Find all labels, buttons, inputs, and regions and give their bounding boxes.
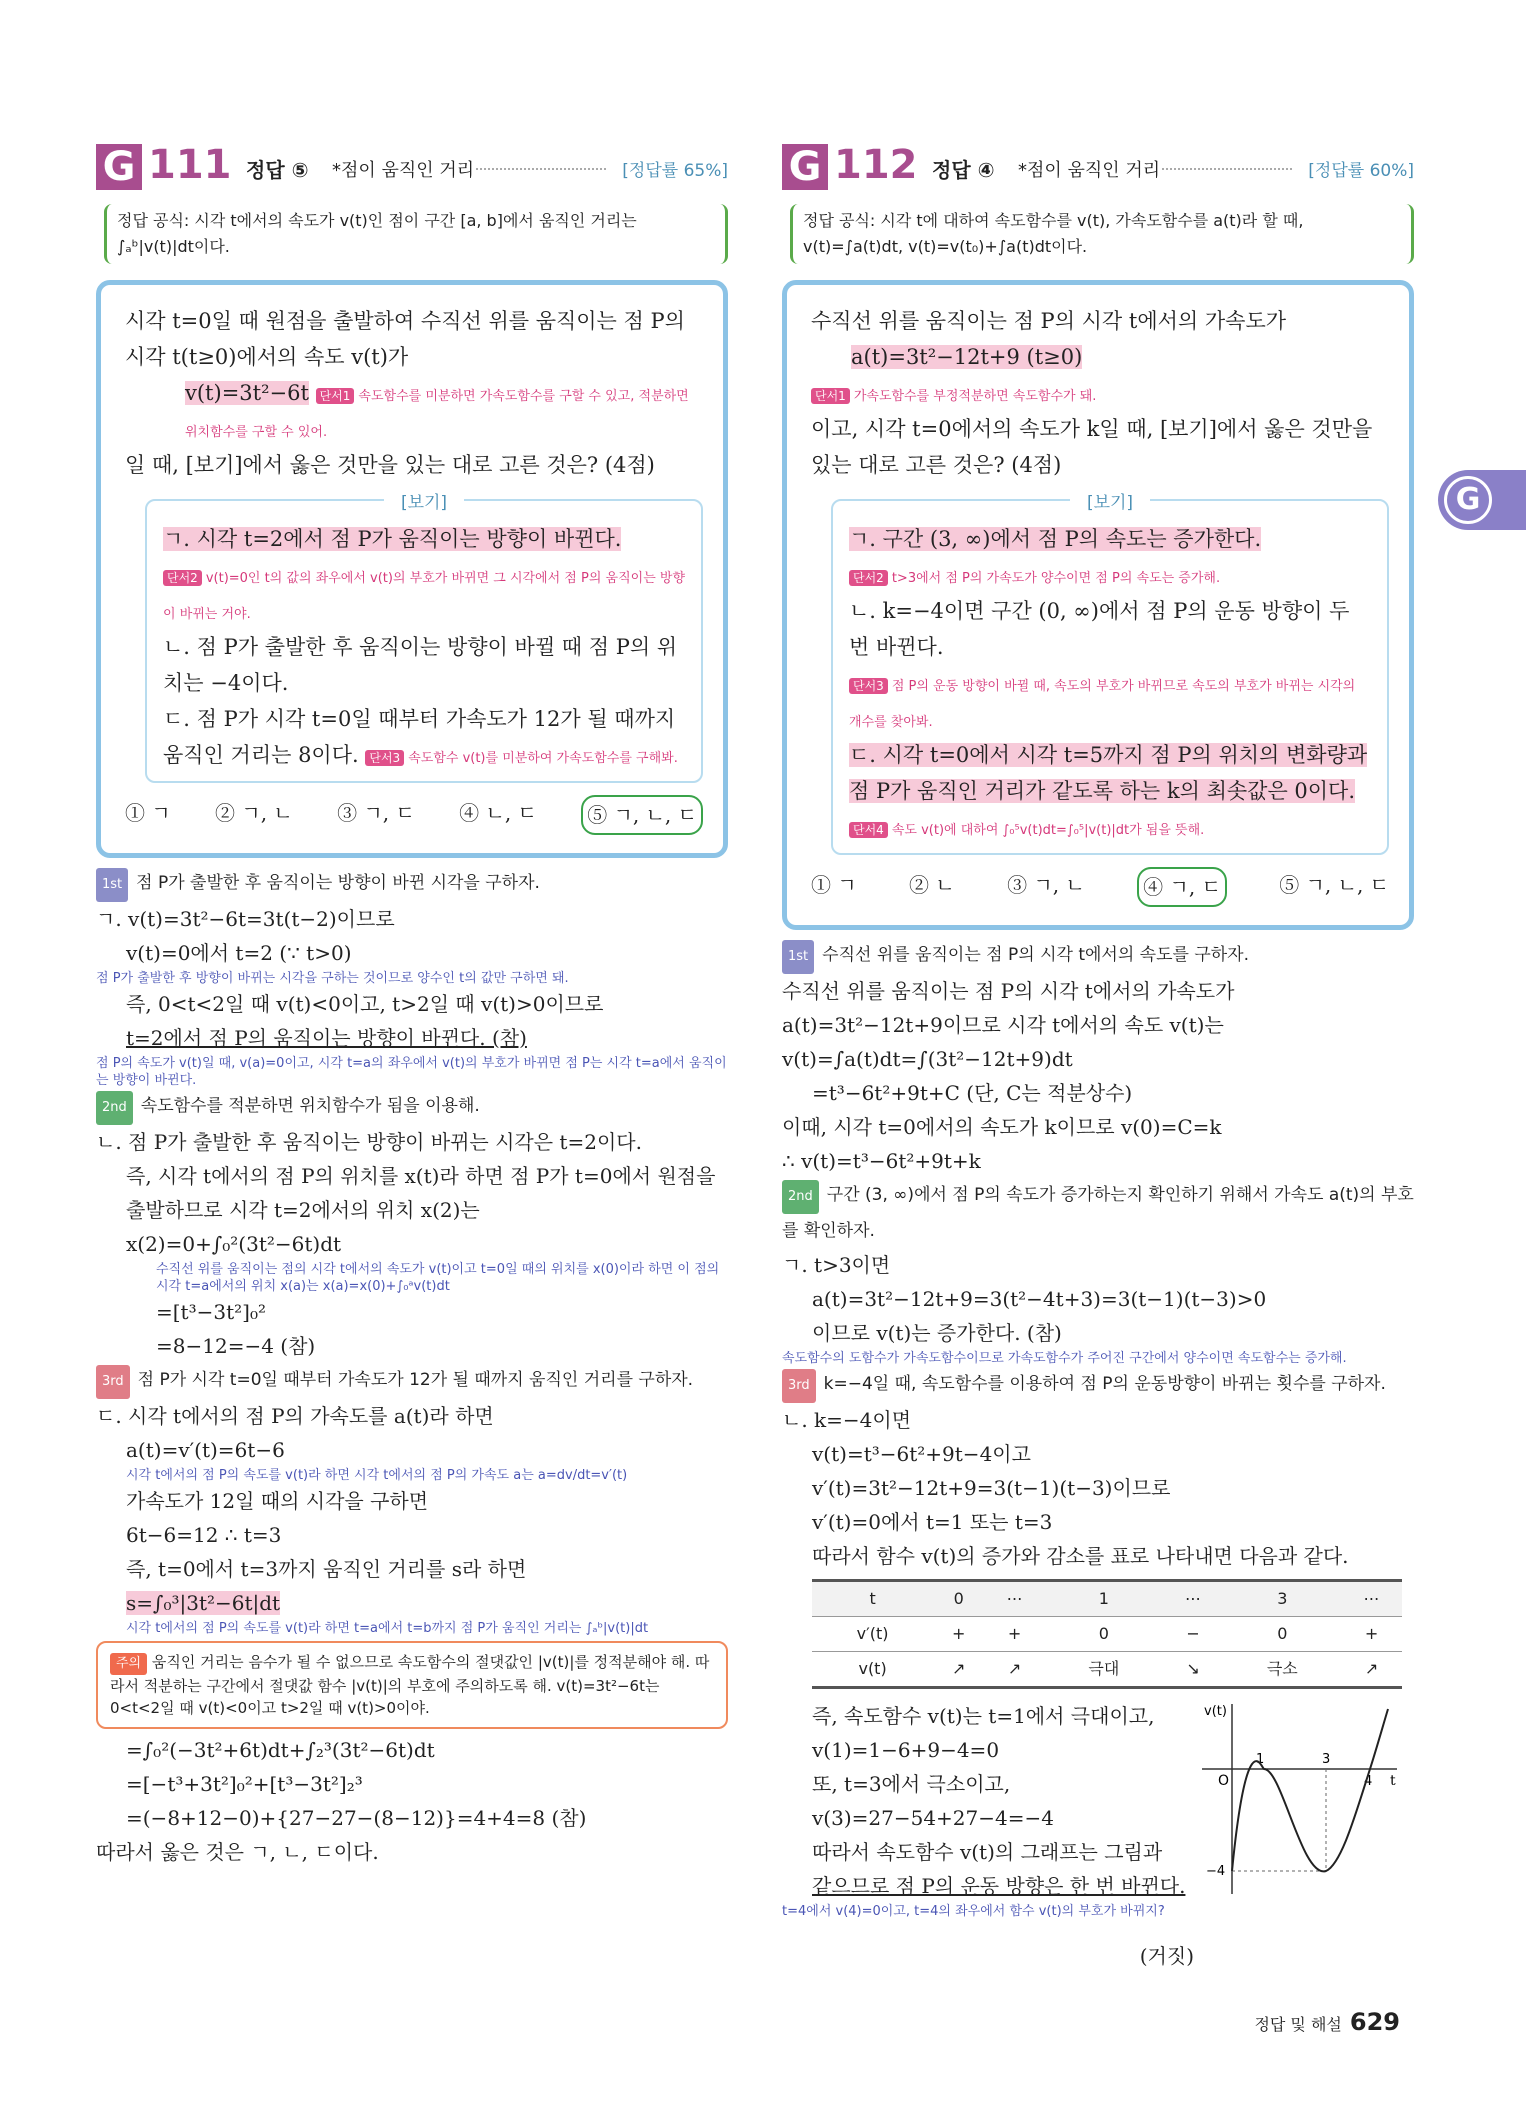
solution-line: a(t)=v′(t)=6t−6 [126, 1438, 285, 1462]
boge-item: ㄱ. 구간 (3, ∞)에서 점 P의 속도는 증가한다. [849, 527, 1262, 551]
clue-hint: 점 P의 운동 방향이 바뀔 때, 속도의 부호가 바뀌므로 속도의 부호가 바뀌는 시각의 개수를 찾아봐. [849, 679, 1356, 730]
velocity-equation: v(t)=3t²−6t [185, 381, 309, 405]
boge-title: [보기] [1070, 485, 1150, 521]
accuracy-rate: [정답률 60%] [1308, 161, 1414, 181]
step-2-tag: 2nd [782, 1180, 819, 1214]
solution-note: 점 P가 출발한 후 방향이 바뀌는 시각을 구하는 것이므로 양수인 t의 값만 구하면 돼. [96, 971, 569, 986]
question-text: 이고, 시각 t=0에서의 속도가 k일 때, [보기]에서 옳은 것만을 있는 대로 고른 것은? (4점) [811, 417, 1373, 477]
solution-line: ㄱ. v(t)=3t²−6t=3t(t−2)이므로 [96, 907, 395, 931]
step-1-text: 수직선 위를 움직이는 점 P의 시각 t에서의 속도를 구하자. [822, 945, 1249, 965]
table-cell: 0 [1045, 1617, 1163, 1652]
solution-line: 즉, 시각 t에서의 점 P의 위치를 x(t)라 하면 점 P가 t=0에서 원점을 출발하므로 시각 t=2에서의 위치 x(2)는 [126, 1164, 716, 1222]
solution-line: ∴ v(t)=t³−6t²+9t+k [782, 1149, 981, 1173]
step-1-tag: 1st [782, 940, 814, 974]
solution-line: 따라서 속도함수 v(t)의 그래프는 그림과 [812, 1840, 1163, 1864]
option-4-correct[interactable]: ④ ㄱ, ㄷ [1137, 867, 1227, 907]
graph-x-tick: 3 [1322, 1752, 1331, 1767]
problem-111 [96, 138, 728, 1869]
step-3-tag: 3rd [782, 1369, 816, 1403]
answer-formula: 정답 공식: 시각 t에 대하여 속도함수를 v(t), 가속도함수를 a(t)라 할 때, v(t)=∫a(t)dt, v(t)=v(t₀)+∫a(t)dt이다. [790, 204, 1414, 264]
solution-line: ㄱ. t>3이면 [782, 1253, 891, 1277]
solution-line: v′(t)=3t²−12t+9=3(t−1)(t−3)이므로 [812, 1476, 1171, 1500]
table-cell: 극대 [1045, 1652, 1163, 1688]
answer-label: 정답 ④ [932, 158, 995, 182]
clue-hint: v(t)=0인 t의 값의 좌우에서 v(t)의 부호가 바뀌면 그 시각에서 점 P의 움직이는 방향이 바뀌는 거야. [163, 571, 686, 622]
solution-line: 6t−6=12 ∴ t=3 [126, 1523, 282, 1547]
chapter-side-tab[interactable] [1438, 470, 1526, 530]
table-cell: + [933, 1617, 984, 1652]
solution-line: =[t³−3t²]₀² [156, 1300, 266, 1324]
clue-tag: 단서1 [316, 388, 355, 404]
problem-112-header [782, 138, 1414, 192]
option-2[interactable]: ② ㄱ, ㄴ [215, 801, 293, 825]
clue-tag: 단서2 [163, 570, 202, 586]
step-1-text: 점 P가 출발한 후 움직이는 방향이 바뀐 시각을 구하자. [136, 873, 540, 893]
table-cell: + [984, 1617, 1045, 1652]
answer-formula: 정답 공식: 시각 t에서의 속도가 v(t)인 점이 구간 [a, b]에서 움직인 거리는 ∫ₐᵇ|v(t)|dt이다. [104, 204, 728, 264]
table-row [812, 1581, 1402, 1617]
warning-text: 움직인 거리는 음수가 될 수 없으므로 속도함수의 절댓값인 |v(t)|를 정적분해야 해. 따라서 적분하는 구간에서 절댓값 함수 |v(t)|의 부호에 주의하도록 해. v(t)=3t²−6t는 0<t<2일 때 v(t)<0이고 t>2일 때 v(t)>0이야. [110, 1653, 710, 1717]
answer-options [811, 867, 1389, 907]
table-cell: − [1163, 1617, 1224, 1652]
chapter-letter: G [1444, 476, 1492, 524]
graph-y-tick: −4 [1206, 1864, 1226, 1879]
boge-item: ㄷ. 시각 t=0에서 시각 t=5까지 점 P의 위치의 변화량과 점 P가 움직인 거리가 같도록 하는 k의 최솟값은 0이다. [849, 743, 1368, 803]
table-row [812, 1652, 1402, 1688]
clue-hint: t>3에서 점 P의 가속도가 양수이면 점 P의 속도는 증가해. [891, 571, 1221, 586]
g-badge: G [96, 144, 142, 190]
step-3-tag: 3rd [96, 1365, 130, 1399]
option-1[interactable]: ① ㄱ [811, 873, 857, 897]
boge-item: ㄱ. 시각 t=2에서 점 P가 움직이는 방향이 바뀐다. [163, 527, 622, 551]
graph-x-label: t [1390, 1773, 1396, 1789]
graph-y-label: v(t) [1204, 1704, 1227, 1719]
table-cell: + [1341, 1617, 1402, 1652]
solution-line: =t³−6t²+9t+C (단, C는 적분상수) [812, 1081, 1133, 1105]
solution-line: t=2에서 점 P의 움직이는 방향이 바뀐다. (참) [126, 1026, 527, 1050]
problem-111-header [96, 138, 728, 192]
solution-line: x(2)=0+∫₀²(3t²−6t)dt [126, 1232, 342, 1256]
solution-111 [96, 866, 728, 1869]
solution-line: =(−8+12−0)+{27−27−(8−12)}=4+4=8 (참) [126, 1806, 587, 1830]
table-cell: v(t) [812, 1652, 933, 1688]
graph-x-tick: 1 [1256, 1752, 1265, 1767]
answer-label: 정답 ⑤ [246, 158, 309, 182]
boge-box [145, 493, 703, 783]
option-4[interactable]: ④ ㄴ, ㄷ [459, 801, 537, 825]
solution-line: 즉, 0<t<2일 때 v(t)<0이고, t>2일 때 v(t)>0이므로 [126, 992, 604, 1016]
option-3[interactable]: ③ ㄱ, ㄴ [1007, 873, 1085, 897]
solution-line: a(t)=3t²−12t+9=3(t²−4t+3)=3(t−1)(t−3)>0 [812, 1287, 1267, 1311]
solution-note: 속도함수의 도함수가 가속도함수이므로 가속도함수가 주어진 구간에서 양수이면 속도함수는 증가해. [782, 1351, 1347, 1366]
answer-options [125, 795, 703, 835]
table-cell: ↗ [933, 1652, 984, 1688]
boge-item: ㄴ. k=−4이면 구간 (0, ∞)에서 점 P의 운동 방향이 두 번 바뀐다. [849, 599, 1350, 659]
footer-label: 정답 및 해설 [1254, 2015, 1342, 2034]
clue-hint: 속도 v(t)에 대하여 ∫₀⁵v(t)dt=∫₀⁵|v(t)|dt가 됨을 뜻해. [891, 823, 1205, 838]
solution-line: 즉, t=0에서 t=3까지 움직인 거리를 s라 하면 [126, 1557, 527, 1581]
page-number: 629 [1349, 2008, 1400, 2036]
accuracy-rate: [정답률 65%] [622, 161, 728, 181]
question-box [96, 280, 728, 858]
table-row [812, 1617, 1402, 1652]
solution-line: a(t)=3t²−12t+9이므로 시각 t에서의 속도 v(t)는 [782, 1013, 1224, 1037]
table-cell: t [812, 1581, 933, 1617]
boge-title: [보기] [384, 485, 464, 521]
step-3-text: k=−4일 때, 속도함수를 이용하여 점 P의 운동방향이 바뀌는 횟수를 구하자. [823, 1374, 1386, 1394]
solution-line: ㄷ. 시각 t에서의 점 P의 가속도를 a(t)라 하면 [96, 1404, 494, 1428]
table-cell: 0 [1223, 1617, 1341, 1652]
step-2-text: 구간 (3, ∞)에서 점 P의 속도가 증가하는지 확인하기 위해서 가속도 a(t)의 부호를 확인하자. [782, 1185, 1414, 1241]
topic-label: *점이 움직인 거리 [332, 160, 475, 181]
graph-origin: O [1218, 1773, 1230, 1789]
solution-note: 점 P의 속도가 v(t)일 때, v(a)=0이고, 시각 t=a의 좌우에서 v(t)의 부호가 바뀌면 점 P는 시각 t=a에서 움직이는 방향이 바뀐다. [96, 1056, 727, 1088]
solution-line: 즉, 속도함수 v(t)는 t=1에서 극대이고, [812, 1704, 1155, 1728]
clue-hint: 속도함수를 미분하면 가속도함수를 구할 수 있고, 적분하면 위치함수를 구할 수 있어. [185, 389, 689, 440]
boge-box [831, 493, 1389, 855]
graph-section [782, 1689, 1414, 1939]
velocity-curve [1232, 1709, 1388, 1871]
solution-line: 이므로 v(t)는 증가한다. (참) [812, 1321, 1062, 1345]
solution-line: =[−t³+3t²]₀²+[t³−3t²]₂³ [126, 1772, 363, 1796]
clue-tag: 단서2 [849, 570, 888, 586]
solution-line: ㄴ. 점 P가 출발한 후 움직이는 방향이 바뀌는 시각은 t=2이다. [96, 1130, 642, 1154]
table-cell: ↗ [984, 1652, 1045, 1688]
solution-note: 시각 t에서의 점 P의 속도를 v(t)라 하면 t=a에서 t=b까지 점 P가 움직인 거리는 ∫ₐᵇ|v(t)|dt [126, 1621, 649, 1636]
table-cell: 3 [1223, 1581, 1341, 1617]
warning-tag: 주의 [110, 1653, 147, 1675]
dotted-leader [476, 168, 606, 170]
problem-112 [782, 138, 1414, 1973]
solution-line: v(t)=∫a(t)dt=∫(3t²−12t+9)dt [782, 1047, 1073, 1071]
solution-note: 시각 t에서의 점 P의 속도를 v(t)라 하면 시각 t에서의 점 P의 가속도 a는 a=dv/dt=v′(t) [126, 1468, 628, 1483]
step-3-text: 점 P가 시각 t=0일 때부터 가속도가 12가 될 때까지 움직인 거리를 구하자. [137, 1370, 694, 1390]
boge-item: ㄷ. 점 P가 시각 t=0일 때부터 가속도가 12가 될 때까지 움직인 거리는 8이다. [163, 707, 676, 767]
clue-hint: 가속도함수를 부정적분하면 속도함수가 돼. [853, 389, 1097, 404]
option-3[interactable]: ③ ㄱ, ㄷ [337, 801, 415, 825]
question-text: 일 때, [보기]에서 옳은 것만을 있는 대로 고른 것은? (4점) [125, 453, 655, 477]
solution-line: 같으므로 점 P의 운동 방향은 한 번 바뀐다. [812, 1874, 1186, 1898]
step-2-tag: 2nd [96, 1091, 133, 1125]
table-cell: v′(t) [812, 1617, 933, 1652]
solution-note: t=4에서 v(4)=0이고, t=4의 좌우에서 함수 v(t)의 부호가 바뀌지? [782, 1904, 1165, 1919]
solution-line: ㄴ. k=−4이면 [782, 1408, 912, 1432]
clue-tag: 단서3 [365, 750, 404, 766]
option-5[interactable]: ⑤ ㄱ, ㄴ, ㄷ [1279, 873, 1389, 897]
table-cell: ⋯ [1163, 1581, 1224, 1617]
velocity-graph [1192, 1699, 1402, 1899]
table-cell: ⋯ [984, 1581, 1045, 1617]
solution-line: v(t)=t³−6t²+9t−4이고 [812, 1442, 1031, 1466]
solution-line: 따라서 함수 v(t)의 증가와 감소를 표로 나타내면 다음과 같다. [812, 1544, 1349, 1568]
solution-line: v(t)=0에서 t=2 (∵ t>0) [126, 941, 352, 965]
solution-line: 또, t=3에서 극소이고, [812, 1772, 1011, 1796]
clue-tag: 단서1 [811, 388, 850, 404]
solution-line: =∫₀²(−3t²+6t)dt+∫₂³(3t²−6t)dt [126, 1738, 435, 1762]
question-text: 수직선 위를 움직이는 점 P의 시각 t에서의 가속도가 [811, 309, 1287, 333]
option-1[interactable]: ① ㄱ [125, 801, 171, 825]
g-badge: G [782, 144, 828, 190]
solution-line: 가속도가 12일 때의 시각을 구하면 [126, 1489, 429, 1513]
acceleration-equation: a(t)=3t²−12t+9 (t≥0) [851, 345, 1083, 369]
increase-decrease-table [812, 1579, 1402, 1689]
solution-conclusion: 따라서 옳은 것은 ㄱ, ㄴ, ㄷ이다. [96, 1840, 379, 1864]
solution-verdict: (거짓) [1139, 1944, 1194, 1968]
table-cell: 극소 [1223, 1652, 1341, 1688]
graph-x-tick: 4 [1364, 1774, 1373, 1789]
table-cell: ↗ [1341, 1652, 1402, 1688]
solution-note: 수직선 위를 움직이는 점의 시각 t에서의 속도가 v(t)이고 t=0일 때의 위치를 x(0)이라 하면 이 점의 시각 t=a에서의 위치 x(a)는 x(a)=x(0)+∫₀ᵃv(t)dt [156, 1262, 720, 1294]
problem-number: 111 [148, 142, 232, 188]
distance-integral: s=∫₀³|3t²−6t|dt [126, 1591, 281, 1615]
topic-label: *점이 움직인 거리 [1018, 160, 1161, 181]
table-cell: ↘ [1163, 1652, 1224, 1688]
solution-line: 이때, 시각 t=0에서의 속도가 k이므로 v(0)=C=k [782, 1115, 1222, 1139]
dotted-leader [1162, 168, 1292, 170]
table-cell: 1 [1045, 1581, 1163, 1617]
warning-box [96, 1641, 728, 1729]
step-2-text: 속도함수를 적분하면 위치함수가 됨을 이용해. [140, 1096, 480, 1116]
clue-tag: 단서4 [849, 822, 888, 838]
table-cell: 0 [933, 1581, 984, 1617]
solution-line: v(1)=1−6+9−4=0 [812, 1738, 1000, 1762]
question-box [782, 280, 1414, 930]
clue-hint: 속도함수 v(t)를 미분하여 가속도함수를 구해봐. [408, 751, 678, 766]
clue-tag: 단서3 [849, 678, 888, 694]
table-cell: ⋯ [1341, 1581, 1402, 1617]
solution-line: =8−12=−4 (참) [156, 1334, 316, 1358]
step-1-tag: 1st [96, 868, 128, 902]
question-text: 시각 t=0일 때 원점을 출발하여 수직선 위를 움직이는 점 P의 시각 t(t≥0)에서의 속도 v(t)가 [125, 309, 685, 369]
option-5-correct[interactable]: ⑤ ㄱ, ㄴ, ㄷ [581, 795, 703, 835]
option-2[interactable]: ② ㄴ [909, 873, 955, 897]
solution-112 [782, 938, 1414, 1973]
solution-line: v(3)=27−54+27−4=−4 [812, 1806, 1054, 1830]
problem-number: 112 [834, 142, 918, 188]
page-footer [1254, 2008, 1400, 2036]
boge-item: ㄴ. 점 P가 출발한 후 움직이는 방향이 바뀔 때 점 P의 위치는 −4이다. [163, 635, 678, 695]
solution-line: 수직선 위를 움직이는 점 P의 시각 t에서의 가속도가 [782, 979, 1235, 1003]
solution-line: v′(t)=0에서 t=1 또는 t=3 [812, 1510, 1053, 1534]
